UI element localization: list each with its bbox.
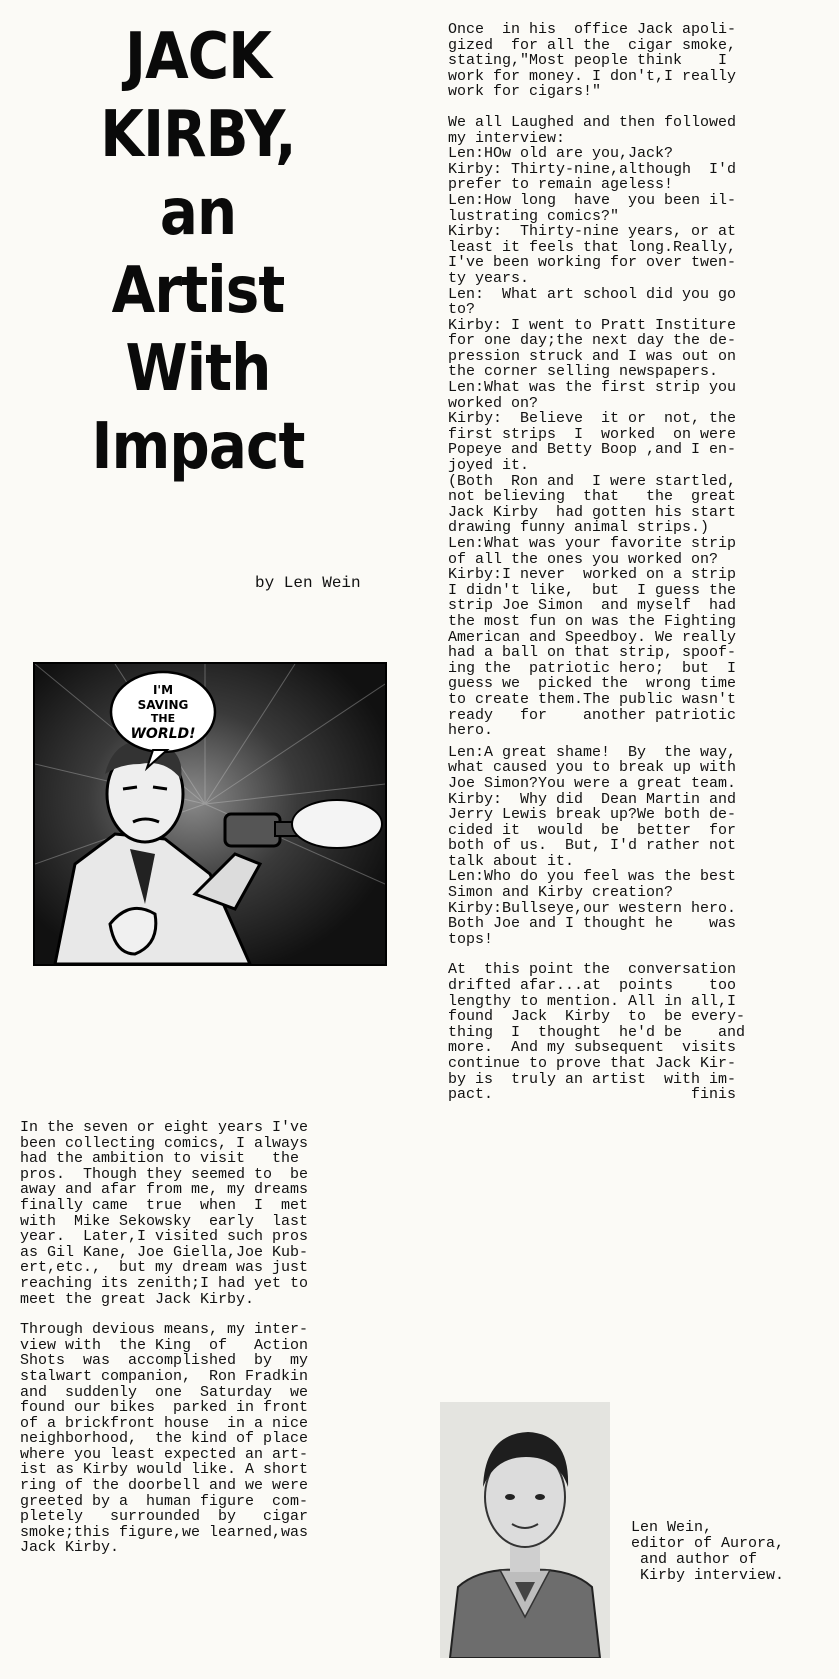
interview-text: Len:A great shame! By the way, what caused you to break up with Joe Simon?You were a great team. Kirby: Why did Dean Martin and Jerry Lewis break up?We both de- cided it would be better for both of us. But, I'd rather not talk about it. Len:Who do you feel was the best Simon and Kirby creation? Kirby:Bullseye,our western hero. Both Joe and I thought he was tops! — [448, 743, 737, 948]
closing-paragraph: At this point the conversation drifted afar...at points too lengthy to mention. All in all,I found Jack Kirby to be every- thing I thought he'd be and more. And my subsequent visits continue to prove that Jack Kir- by is truly an artist with im- pact. finis — [448, 961, 746, 1104]
title-line: KIRBY, — [100, 98, 296, 172]
paragraph: Once in his office Jack apoli- gized for all the cigar smoke, stating,"Most people think I work for money. I don't,I really work for cigars!" — [448, 21, 737, 101]
left-column — [20, 1120, 308, 1556]
title-line: an — [159, 176, 237, 250]
title-line: Impact — [91, 410, 305, 484]
photo-caption: Len Wein, editor of Aurora, and author of Kirby interview. — [631, 1519, 785, 1584]
title-line: With — [125, 332, 271, 406]
right-column — [448, 22, 745, 1103]
interview-text: We all Laughed and then followed my interview: Len:HOw old are you,Jack? Kirby: Thirty-nine,although I'd prefer to remain ageless! Len:How long have you been il- lustrating comics?" Kirby: Thirty-nine years, or at least it feels that long.Really, I've been working for over twen- ty years. Len: What art school did you go to? Kirby: I went to Pratt Institure for one day;the next day the de- pression struck and I was out on the corner selling newspapers. Len:What was the first strip you worked on? Kirby: Believe it or not, the first strips I worked on were Popeye and Betty Boop ,and I en- joyed it. (Both Ron and I were startled, not believing that the great Jack Kirby had gotten his start drawing funny animal strips.) Len:What was your favorite strip of all the ones you worked on? Kirby:I never worked on a strip I didn't like, but I guess the strip Joe Simon and myself had the most fun on was the Fighting American and Speedboy. We really had a ball on that strip, spoof- ing the patriotic hero; but I guess we picked the wrong time to create them.The public wasn't ready for another patriotic hero. — [448, 113, 737, 740]
paragraph: In the seven or eight years I've been collecting comics, I always had the ambition to visit the pros. Though they seemed to be away and afar from me, my dreams finally came true when I met with Mike Sekowsky early last year. Later,I visited such pros as Gil Kane, Joe Giella,Joe Kub- ert,etc., but my dream was just reaching its zenith;I had yet to meet the great Jack Kirby. — [20, 1119, 309, 1308]
bubble-line: SAVING — [137, 698, 189, 712]
bubble-line: WORLD! — [130, 726, 196, 742]
byline: by Len Wein — [255, 574, 361, 592]
author-photo — [440, 1402, 610, 1658]
title-line: Artist — [111, 254, 285, 328]
bubble-line: I'M — [152, 683, 174, 697]
title-line: JACK — [125, 20, 271, 94]
comic-panel-art — [35, 664, 385, 964]
article-title — [48, 18, 347, 486]
paragraph: Through devious means, my inter- view with the King of Action Shots was accomplished by my stalwart companion, Ron Fradkin and suddenly one Saturday we found our bikes parked in front of a brickfront house in a nice neighborhood, the kind of place where you least expected an art- ist as Kirby would like. A short ring of the doorbell and we were greeted by a human figure com- pletely surrounded by cigar smoke;this figure,we learned,was Jack Kirby. — [20, 1321, 309, 1557]
bubble-line: THE — [150, 712, 176, 725]
comic-panel-illustration — [33, 662, 387, 966]
author-portrait — [440, 1402, 610, 1658]
